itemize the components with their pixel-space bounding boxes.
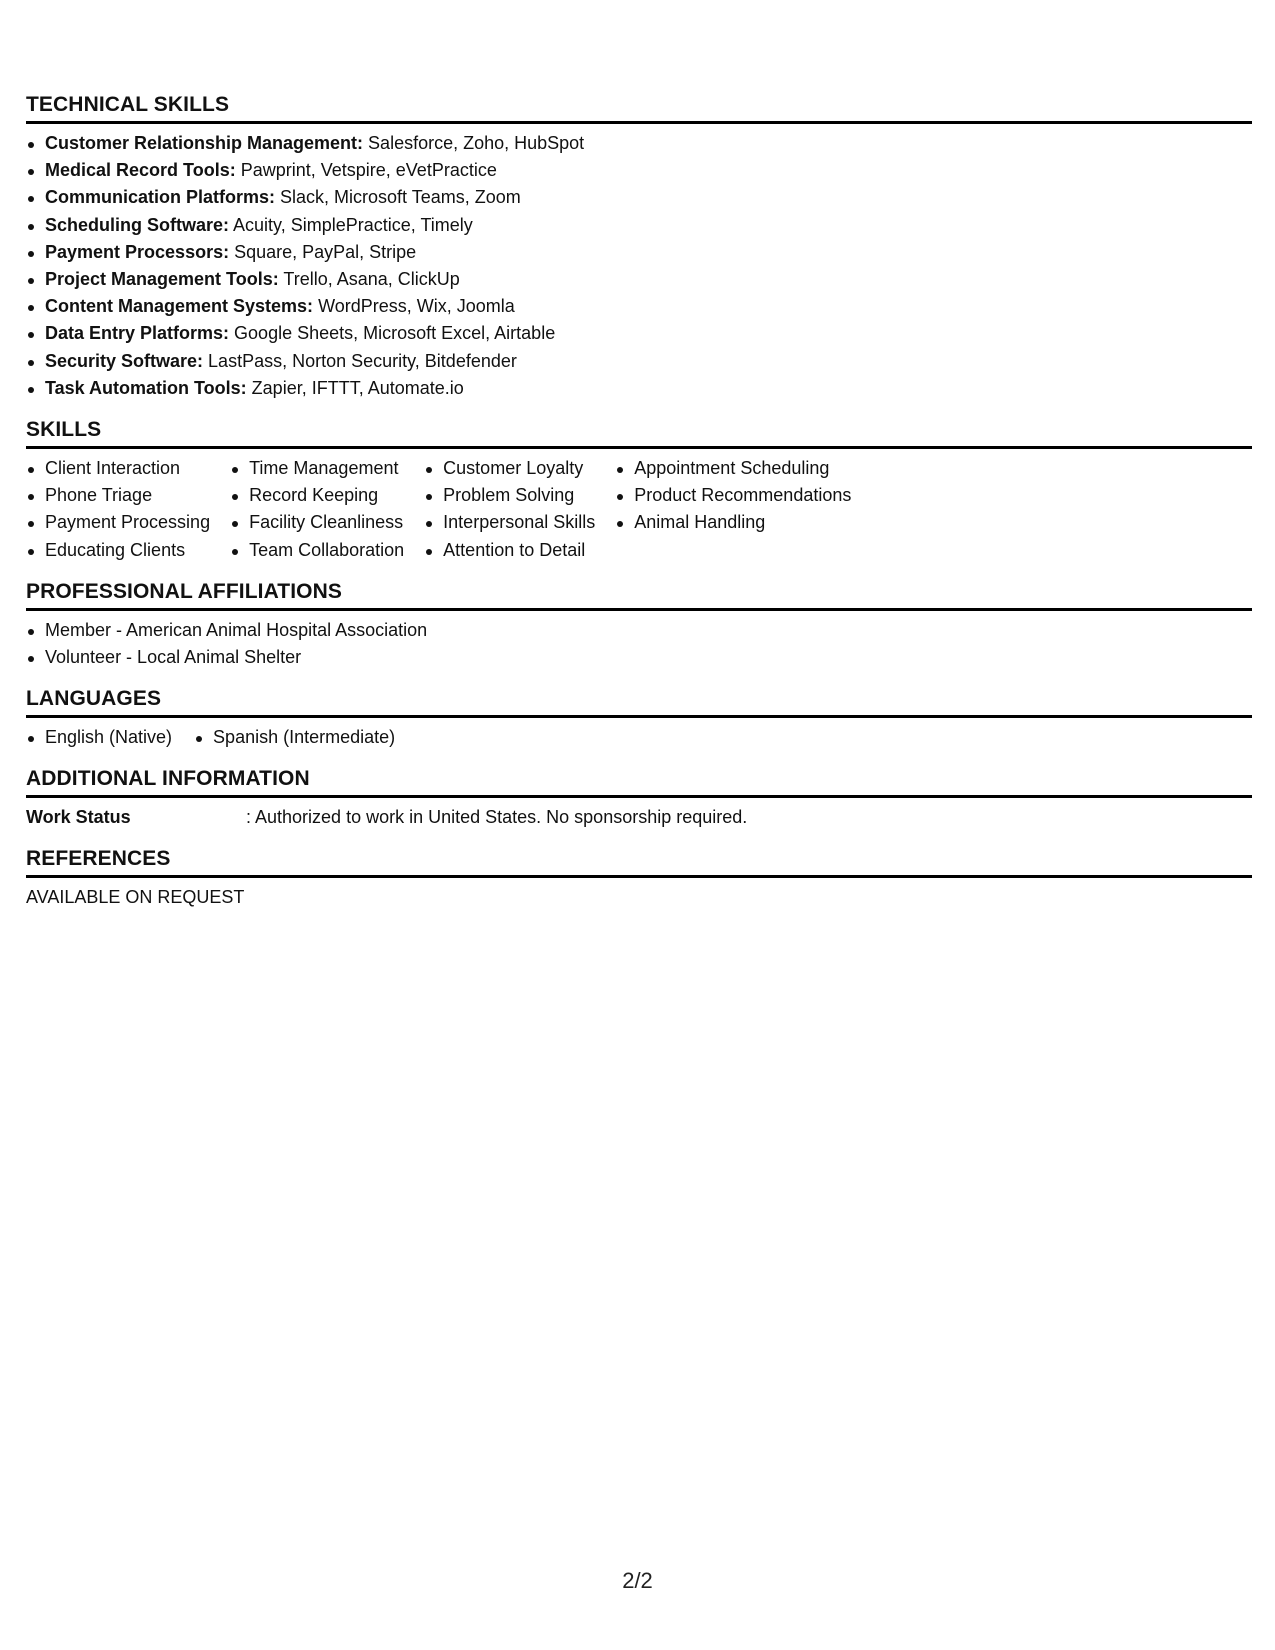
section-title-skills: SKILLS	[26, 417, 1252, 449]
languages-section	[26, 686, 1252, 751]
list-item: Phone Triage	[26, 482, 210, 509]
tech-skill-label: Data Entry Platforms:	[45, 323, 230, 344]
affiliations-section	[26, 579, 1252, 671]
skills-section	[26, 417, 1252, 564]
additional-info-section	[26, 766, 1252, 831]
list-item	[26, 157, 1252, 184]
tech-skill-value: Zapier, IFTTT, Automate.io	[246, 377, 464, 398]
list-item: Facility Cleanliness	[230, 509, 404, 536]
list-item	[26, 375, 1252, 402]
work-status-row	[26, 804, 1252, 831]
list-item: Record Keeping	[230, 482, 404, 509]
list-item: Spanish (Intermediate)	[194, 724, 395, 751]
tech-skill-label: Scheduling Software:	[45, 214, 230, 235]
list-item: Volunteer - Local Animal Shelter	[26, 644, 1252, 671]
skills-column	[615, 455, 851, 564]
list-item: Problem Solving	[424, 482, 595, 509]
skills-column	[26, 455, 210, 564]
tech-skill-value: Salesforce, Zoho, HubSpot	[363, 133, 585, 153]
list-item	[26, 239, 1252, 266]
skills-column	[424, 455, 595, 564]
list-item	[26, 293, 1252, 320]
list-item: Product Recommendations	[615, 482, 851, 509]
tech-skill-value: Slack, Microsoft Teams, Zoom	[275, 187, 521, 208]
section-title-additional-info: ADDITIONAL INFORMATION	[26, 766, 1252, 798]
list-item: Appointment Scheduling	[615, 455, 851, 482]
tech-skill-label: Communication Platforms:	[45, 187, 276, 208]
tech-skill-label: Security Software:	[45, 350, 204, 371]
tech-skill-label: Content Management Systems:	[45, 296, 314, 317]
list-item: Team Collaboration	[230, 537, 404, 564]
tech-skill-label: Customer Relationship Management:	[45, 133, 364, 153]
affiliations-list	[26, 617, 1252, 671]
list-item: English (Native)	[26, 724, 172, 751]
list-item: Member - American Animal Hospital Association	[26, 617, 1252, 644]
list-item: Interpersonal Skills	[424, 509, 595, 536]
tech-skill-value: LastPass, Norton Security, Bitdefender	[203, 350, 517, 371]
resume-page	[26, 92, 1252, 926]
skills-grid	[26, 455, 1252, 564]
section-title-references: REFERENCES	[26, 846, 1252, 878]
list-item	[26, 184, 1252, 211]
tech-skill-value: Trello, Asana, ClickUp	[278, 269, 460, 290]
tech-skill-label: Payment Processors:	[45, 241, 230, 262]
tech-skill-value: Acuity, SimplePractice, Timely	[229, 214, 473, 235]
languages-list	[26, 724, 1252, 751]
section-title-languages: LANGUAGES	[26, 686, 1252, 718]
references-section	[26, 846, 1252, 911]
technical-skills-list	[26, 130, 1252, 402]
section-title-affiliations: PROFESSIONAL AFFILIATIONS	[26, 579, 1252, 611]
tech-skill-value: WordPress, Wix, Joomla	[313, 296, 515, 317]
tech-skill-label: Project Management Tools:	[45, 269, 279, 290]
page-number: 2/2	[622, 1568, 653, 1593]
list-item	[26, 320, 1252, 347]
list-item: Client Interaction	[26, 455, 210, 482]
list-item	[26, 266, 1252, 293]
list-item: Payment Processing	[26, 509, 210, 536]
tech-skill-value: Google Sheets, Microsoft Excel, Airtable	[229, 323, 556, 344]
section-title-technical-skills: TECHNICAL SKILLS	[26, 92, 1252, 124]
list-item: Customer Loyalty	[424, 455, 595, 482]
list-item	[26, 348, 1252, 375]
list-item: Time Management	[230, 455, 404, 482]
technical-skills-section	[26, 92, 1252, 402]
references-text: AVAILABLE ON REQUEST	[26, 887, 245, 908]
list-item	[26, 130, 1252, 157]
tech-skill-label: Task Automation Tools:	[45, 377, 247, 398]
tech-skill-value: Square, PayPal, Stripe	[229, 241, 417, 262]
list-item	[26, 212, 1252, 239]
work-status-label: Work Status	[26, 807, 131, 828]
list-item: Attention to Detail	[424, 537, 595, 564]
tech-skill-value: Pawprint, Vetspire, eVetPractice	[235, 160, 497, 181]
tech-skill-label: Medical Record Tools:	[45, 160, 236, 181]
skills-column	[230, 455, 404, 564]
list-item: Animal Handling	[615, 509, 851, 536]
list-item: Educating Clients	[26, 537, 210, 564]
work-status-value: : Authorized to work in United States. No sponsorship required.	[246, 807, 748, 828]
